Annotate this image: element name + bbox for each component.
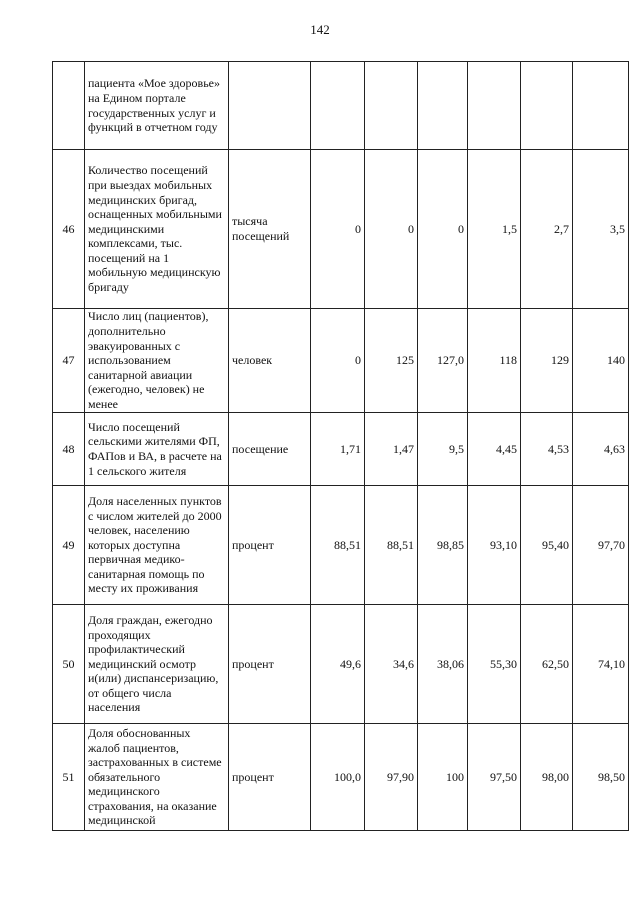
value-cell: 55,30: [468, 605, 521, 724]
value-cell: 97,50: [468, 724, 521, 831]
value-cell: 62,50: [521, 605, 573, 724]
value-cell: 4,45: [468, 413, 521, 486]
value-cell: 100: [418, 724, 468, 831]
indicator-name: Доля населенных пунктов с числом жителей до 2000 человек, населению которых доступна первичная медико-санитарная помощь по месту их проживания: [85, 486, 229, 605]
table-row: [53, 486, 629, 605]
value-cell: 34,6: [365, 605, 418, 724]
value-cell: [365, 62, 418, 150]
row-number: [53, 62, 85, 150]
indicator-name: Число лиц (пациентов), дополнительно эвакуированных с использованием санитарной авиации (ежегодно, человек) не менее: [85, 309, 229, 413]
value-cell: 3,5: [573, 150, 629, 309]
row-number: 48: [53, 413, 85, 486]
value-cell: 98,00: [521, 724, 573, 831]
value-cell: 0: [365, 150, 418, 309]
indicator-name: Доля обоснованных жалоб пациентов, застрахованных в системе обязательного медицинского страхования, на оказание медицинской: [85, 724, 229, 831]
row-number: 51: [53, 724, 85, 831]
row-number: 50: [53, 605, 85, 724]
indicator-name: пациента «Мое здоровье» на Едином портале государственных услуг и функций в отчетном году: [85, 62, 229, 150]
table-row: [53, 413, 629, 486]
row-number: 47: [53, 309, 85, 413]
value-cell: 1,47: [365, 413, 418, 486]
value-cell: 127,0: [418, 309, 468, 413]
value-cell: 125: [365, 309, 418, 413]
value-cell: 0: [311, 150, 365, 309]
table-row: [53, 605, 629, 724]
value-cell: 95,40: [521, 486, 573, 605]
value-cell: 0: [311, 309, 365, 413]
unit-cell: человек: [229, 309, 311, 413]
value-cell: 1,71: [311, 413, 365, 486]
row-number: 46: [53, 150, 85, 309]
value-cell: 88,51: [311, 486, 365, 605]
table-row: [53, 724, 629, 831]
indicator-name: Количество посещений при выездах мобильных медицинских бригад, оснащенных мобильными медицинскими комплексами, тыс. посещений на 1 мобильную медицинскую бригаду: [85, 150, 229, 309]
value-cell: 140: [573, 309, 629, 413]
indicator-name: Доля граждан, ежегодно проходящих профилактический медицинский осмотр и(или) диспансеризацию, от общего числа населения: [85, 605, 229, 724]
value-cell: [418, 62, 468, 150]
value-cell: 100,0: [311, 724, 365, 831]
value-cell: 93,10: [468, 486, 521, 605]
indicator-name: Число посещений сельскими жителями ФП, ФАПов и ВА, в расчете на 1 сельского жителя: [85, 413, 229, 486]
value-cell: 1,5: [468, 150, 521, 309]
unit-cell: процент: [229, 486, 311, 605]
value-cell: 0: [418, 150, 468, 309]
value-cell: 98,50: [573, 724, 629, 831]
value-cell: 129: [521, 309, 573, 413]
value-cell: 74,10: [573, 605, 629, 724]
value-cell: 2,7: [521, 150, 573, 309]
indicators-table: [52, 61, 629, 831]
value-cell: 118: [468, 309, 521, 413]
value-cell: 4,63: [573, 413, 629, 486]
value-cell: [521, 62, 573, 150]
unit-cell: процент: [229, 724, 311, 831]
value-cell: [311, 62, 365, 150]
unit-cell: тысяча посещений: [229, 150, 311, 309]
value-cell: [573, 62, 629, 150]
unit-cell: посещение: [229, 413, 311, 486]
value-cell: 97,70: [573, 486, 629, 605]
unit-cell: [229, 62, 311, 150]
unit-cell: процент: [229, 605, 311, 724]
row-number: 49: [53, 486, 85, 605]
value-cell: 4,53: [521, 413, 573, 486]
table-row: [53, 62, 629, 150]
value-cell: 38,06: [418, 605, 468, 724]
value-cell: [468, 62, 521, 150]
value-cell: 97,90: [365, 724, 418, 831]
page-number: 142: [310, 22, 330, 37]
value-cell: 49,6: [311, 605, 365, 724]
value-cell: 88,51: [365, 486, 418, 605]
table-row: [53, 309, 629, 413]
table-row: [53, 150, 629, 309]
value-cell: 9,5: [418, 413, 468, 486]
value-cell: 98,85: [418, 486, 468, 605]
